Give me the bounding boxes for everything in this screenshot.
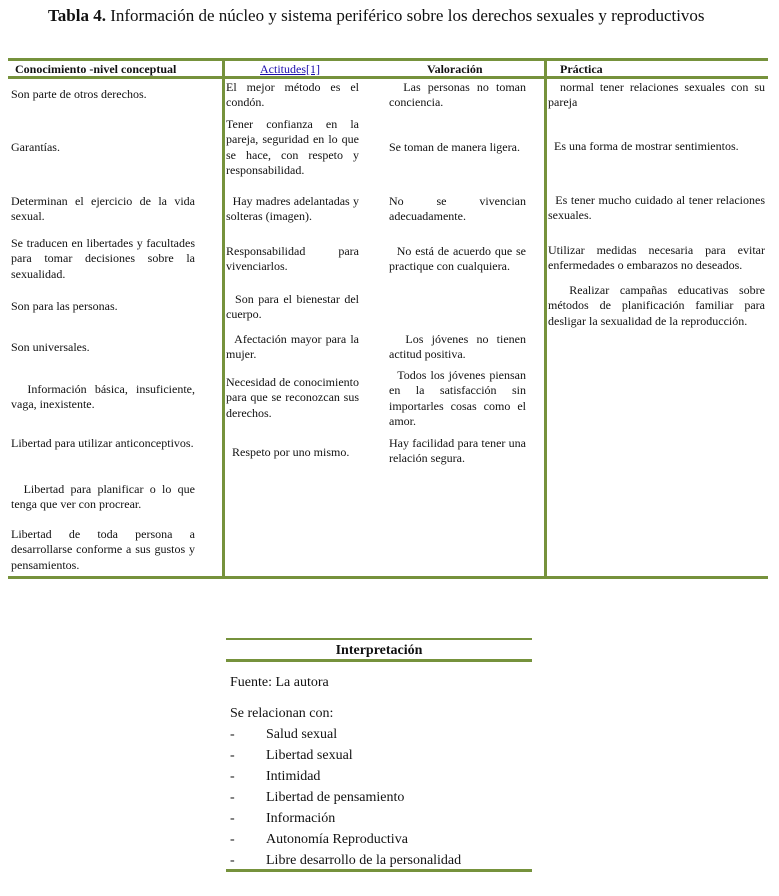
list-item-text: Intimidad	[266, 769, 321, 784]
header-actitudes-link[interactable]: Actitudes[1]	[260, 62, 320, 76]
table-cell: Respeto por uno mismo.	[226, 445, 350, 459]
interpretation-header-border	[226, 659, 532, 662]
table-cell: Tener confianza en la pareja, seguridad en lo que se hace, con respeto y responsabilidad.	[226, 117, 359, 178]
caption-text: Información de núcleo y sistema periférico sobre los derechos sexuales y reproductivos	[105, 6, 705, 25]
list-item	[230, 853, 461, 869]
table-cell: Las personas no toman conciencia.	[389, 80, 530, 110]
list-item-text: Libertad de pensamiento	[266, 790, 405, 805]
table-cell: Garantías.	[11, 140, 60, 154]
interpretation-top-border	[226, 638, 532, 640]
list-item-text: Libertad sexual	[266, 748, 353, 763]
table-cell: Libertad para utilizar anticonceptivos.	[11, 436, 194, 450]
table-top-border	[8, 58, 768, 61]
column-divider	[222, 58, 225, 579]
table-cell: Se traducen en libertades y facultades para tomar decisiones sobre la sexualidad.	[11, 236, 195, 281]
source-text: Fuente: La autora	[230, 675, 329, 690]
caption-label: Tabla 4.	[48, 6, 106, 25]
list-dash: -	[230, 748, 235, 763]
table-cell: Necesidad de conocimiento para que se reconozcan sus derechos.	[226, 375, 359, 420]
list-item	[230, 832, 408, 848]
list-item-text: Salud sexual	[266, 727, 338, 742]
table-cell: Son para el bienestar del cuerpo.	[226, 292, 362, 322]
table-cell: Son universales.	[11, 340, 90, 354]
list-dash: -	[230, 769, 235, 784]
list-item	[230, 811, 335, 827]
list-item-text: Autonomía Reproductiva	[266, 832, 408, 847]
table-cell: Responsabilidad para vivenciarlos.	[226, 244, 359, 274]
table-cell: No se vivencian adecuadamente.	[389, 194, 526, 224]
table-cell: Información básica, insuficiente, vaga, inexistente.	[11, 382, 198, 412]
list-item	[230, 790, 404, 806]
list-item	[230, 769, 320, 785]
table-cell: Utilizar medidas necesaria para evitar enfermedades o embarazos no deseados.	[548, 243, 765, 273]
table-caption	[48, 6, 705, 26]
list-dash: -	[230, 790, 235, 805]
interpretation-title: Interpretación	[335, 643, 423, 658]
list-item	[230, 727, 337, 743]
table-cell: Realizar campañas educativas sobre métodos de planificación familiar para desligar la sexualidad de la reproducción.	[548, 283, 768, 328]
table-cell: Son para las personas.	[11, 299, 118, 313]
list-item-text: Información	[266, 811, 336, 826]
table-cell: Se toman de manera ligera.	[389, 140, 520, 154]
list-item-text: Libre desarrollo de la personalidad	[266, 853, 462, 868]
interpretation-bottom-border	[226, 869, 532, 872]
table-cell: normal tener relaciones sexuales con su pareja	[548, 80, 769, 110]
header-conocimiento: Conocimiento -nivel conceptual	[15, 62, 177, 76]
table-bottom-border	[8, 576, 768, 579]
table-cell: Hay facilidad para tener una relación segura.	[389, 436, 526, 466]
column-divider	[544, 58, 547, 579]
list-dash: -	[230, 727, 235, 742]
list-dash: -	[230, 811, 235, 826]
table-cell: Hay madres adelantadas y solteras (imagen).	[226, 194, 363, 224]
table-cell: Es tener mucho cuidado al tener relaciones sexuales.	[548, 193, 768, 223]
header-valoracion: Valoración	[427, 62, 483, 76]
table-cell: Afectación mayor para la mujer.	[226, 332, 362, 362]
table-cell: No está de acuerdo que se practique con cualquiera.	[389, 244, 529, 274]
table-cell: Los jóvenes no tienen actitud positiva.	[389, 332, 529, 362]
list-dash: -	[230, 853, 235, 868]
list-item	[230, 748, 353, 764]
header-practica: Práctica	[560, 62, 603, 76]
table-cell: Libertad para planificar o lo que tenga que ver con procrear.	[11, 482, 198, 512]
table-cell: Es una forma de mostrar sentimientos.	[548, 139, 739, 153]
table-cell: Libertad de toda persona a desarrollarse conforme a sus gustos y pensamientos.	[11, 527, 195, 572]
table-cell: Determinan el ejercicio de la vida sexual.	[11, 194, 195, 224]
intro-text: Se relacionan con:	[230, 706, 334, 721]
list-dash: -	[230, 832, 235, 847]
table-cell: Son parte de otros derechos.	[11, 87, 147, 101]
table-cell: Todos los jóvenes piensan en la satisfacción sin importarles cosas como el amor.	[389, 368, 530, 429]
table-cell: El mejor método es el condón.	[226, 80, 359, 110]
